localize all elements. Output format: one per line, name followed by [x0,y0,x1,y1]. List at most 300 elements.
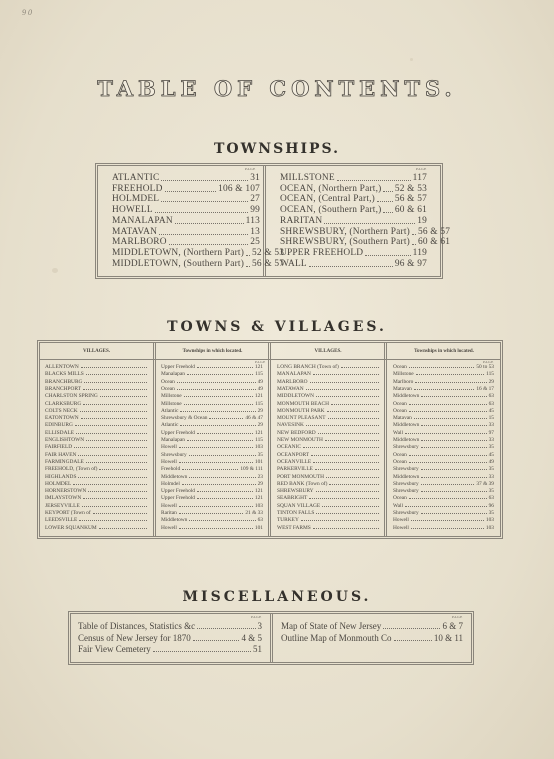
village-township-entry-page: 63 [488,393,494,400]
township-entry [112,205,260,216]
village-township-entry [161,481,263,488]
dot-leader [309,498,379,499]
village-township-entry-page: 35 [488,510,494,516]
village-entry-name: NEW BEDFORD [277,429,316,436]
dot-leader [155,212,248,213]
village-entry [45,422,149,429]
dot-leader [83,498,147,499]
village-township-entry-name: Shrewsbury [393,444,419,451]
village-entry [277,525,381,532]
village-entry-name: COLTS NECK [45,407,78,414]
village-entry [277,422,381,429]
village-township-entry-page: 101 [254,458,263,465]
dot-leader [197,491,253,492]
dot-leader [301,520,379,521]
township-entry-name: MIDDLETOWN, (Northern Part) [112,247,245,258]
townships-right-page-header: PAGE [416,167,427,171]
village-township-entry-name: Atlantic [161,407,179,414]
village-township-entry-page: 49 [257,385,263,392]
village-township-entry-page: 33 [488,422,494,429]
dot-leader [86,440,147,441]
township-entry-name: ATLANTIC [112,173,160,183]
dot-leader [184,396,253,397]
township-entry [112,258,285,270]
village-township-entry-name: Ocean [161,378,175,385]
dot-leader [189,455,256,456]
village-entry [277,459,381,466]
village-township-entry [393,517,494,524]
village-entry-name: MIDDLETOWN [277,393,315,400]
village-township-entry-page: 29 [257,422,263,429]
dot-leader [326,477,379,478]
township-entry [280,226,451,238]
village-township-entry [393,444,494,451]
township-entry-page: 117 [412,173,427,183]
dot-leader [179,447,253,448]
dot-leader [179,528,253,529]
col-header-townships-right: Townships in which located. [414,349,474,354]
misc-entry-name: Map of State of New Jersey [281,621,382,631]
dot-leader [383,628,440,629]
village-township-entry-page: 46 & 47 [245,415,263,422]
dot-leader [78,455,147,456]
dot-leader [187,374,253,375]
village-township-entry-page: 45 [488,407,494,414]
township-entry-page: 113 [245,215,260,226]
dot-leader [318,433,379,434]
village-entry [45,415,149,422]
dot-leader [310,382,379,383]
township-entry [112,216,260,227]
township-entry-page: 56 & 57 [394,194,427,205]
village-entry [277,517,381,524]
village-entry [45,495,149,502]
village-entry [277,481,381,488]
village-township-entry [161,393,263,400]
dot-leader [421,425,486,426]
township-entry-page: 56 & 57 [252,258,285,269]
village-township-entry-page: 23 [257,473,263,480]
village-entry [45,481,149,488]
village-entry [277,437,381,444]
township-entry-page: 19 [417,215,427,226]
village-township-entry-page: 50 to 53 [476,364,494,370]
village-entry [277,430,381,437]
village-entry-name: FARMINGDALE [45,458,84,465]
dot-leader [197,433,253,434]
village-township-entry-name: Howell [161,458,177,465]
township-entry [280,216,427,227]
village-township-entry-page: 33 [488,473,494,480]
village-township-entry-page: 103 [254,502,263,509]
village-township-entry-page: 121 [254,429,263,436]
village-entry-name: LONG BRANCH (Town of) [277,364,339,370]
dot-leader [209,418,243,419]
misc-entry-name: Fair View Cemetery [78,644,151,654]
village-township-entry [161,401,263,408]
village-entry [277,474,381,481]
township-entry-name: MARLBORO [112,237,167,248]
township-entry [112,227,260,238]
misc-left-page-header: PAGE [251,615,262,619]
village-entry [277,415,381,422]
village-entry-name: BRANCHPORT [45,385,81,392]
village-township-entry-name: Middletown [393,422,420,429]
dot-leader [383,191,392,192]
dot-leader [83,389,147,390]
dot-leader [306,425,379,426]
township-entry-name: FREEHOLD [112,183,163,194]
village-entry-name: CLARKSBURG [45,400,82,407]
village-entry [45,503,149,510]
village-entry [277,488,381,495]
village-township-entry [161,525,263,532]
towns-right-page-header: PAGE [483,360,494,364]
village-entry-name: NAVESINK [277,422,304,429]
village-township-entry [393,364,494,371]
misc-entry [78,633,262,644]
dot-leader [81,367,147,368]
village-township-entry-page: 37 & 39 [476,480,494,487]
village-township-entry [161,444,263,451]
dot-leader [184,404,253,405]
village-township-entry [161,474,263,481]
township-entry-name: HOWELL [112,205,153,216]
dot-leader [180,411,255,412]
village-township-entry-name: Howell [161,502,177,509]
village-township-entry-page: 103 [254,444,263,451]
village-township-entry-name: Ocean [393,364,407,370]
dot-leader [82,506,147,507]
village-entry-name: WEST FARMS [277,524,311,531]
township-entry-page: 99 [250,205,260,216]
dot-leader [86,462,147,463]
village-entry-name: MONMOUTH PARK [277,407,325,414]
dot-leader [405,506,487,507]
towns-divider-3 [384,343,387,536]
dot-leader [169,244,248,245]
dot-leader [303,447,379,448]
dot-leader [421,491,487,492]
township-entry [280,205,427,216]
village-entry-name: MOUNT PLEASANT [277,415,326,422]
village-township-entry-page: 15 [488,415,494,422]
dot-leader [153,651,251,652]
village-entry-name: HIGHLANDS [45,473,77,480]
village-entry [277,503,381,510]
village-township-entry [161,510,263,517]
dot-leader [421,484,475,485]
village-township-entry-name: Manalapan [161,371,185,378]
village-township-entry-name: Middletown [393,393,420,400]
village-township-entry-page: 103 [485,524,494,531]
dot-leader [193,640,240,641]
township-entry [280,237,451,248]
dot-leader [405,433,487,434]
village-entry-name: BLACKS MILLS [45,371,84,378]
dot-leader [409,367,475,368]
dot-leader [409,455,487,456]
dot-leader [409,462,487,463]
township-entry-name: SHREWSBURY, (Southern Part) [280,237,410,248]
village-entry-name: TURKEY [277,517,299,524]
dot-leader [394,640,432,641]
dot-leader [99,528,147,529]
dot-leader [182,484,256,485]
dot-leader [421,477,486,478]
village-entry [45,364,149,371]
dot-leader [313,374,379,375]
village-township-entry [161,371,263,378]
village-township-entry-name: Holmdel [161,480,180,487]
col-header-villages-left: VILLAGES. [82,349,111,354]
village-entry [277,379,381,386]
dot-leader [327,411,379,412]
village-township-entry [393,474,494,481]
dot-leader [421,440,486,441]
village-township-entry-name: Atlantic [161,422,179,429]
misc-entry-name: Outline Map of Monmouth Co [281,632,392,643]
township-entry-name: OCEAN, (Northern Part,) [280,183,382,194]
misc-entry [78,621,262,632]
village-entry [277,371,381,378]
dot-leader [411,520,484,521]
dot-leader [341,367,379,368]
village-entry [277,466,381,473]
township-entry-page: 52 & 53 [252,247,285,258]
dot-leader [365,255,410,256]
township-entry-name: SHREWSBURY, (Northern Part) [280,226,410,237]
misc-entry [78,644,262,655]
village-township-entry-name: Howell [393,524,409,531]
village-township-entry-page: 121 [254,364,263,370]
dot-leader [165,191,217,192]
village-entry-name: BRANCHBURG [45,378,83,385]
village-entry-name: LOWER SQUANKUM [45,524,97,531]
village-entry [277,408,381,415]
village-entry [45,379,149,386]
dot-leader [329,484,379,485]
village-entry [45,474,149,481]
village-entry-name: PARKERVILLE [277,466,313,473]
village-township-entry [393,408,494,415]
dot-leader [411,528,484,529]
village-entry-name: MATAWAN [277,385,304,392]
misc-right-page-header: PAGE [452,615,463,619]
dot-leader [421,396,486,397]
village-township-entry-page: 115 [255,400,263,407]
misc-entry [281,621,463,632]
dot-leader [421,447,487,448]
village-township-entry [393,430,494,437]
village-township-entry-name: Millstone [161,393,182,400]
dot-leader [412,244,416,245]
village-township-entry-name: Shrewsbury [161,451,187,458]
village-township-entry-page: 115 [486,371,494,378]
dot-leader [161,180,248,181]
village-township-entry [393,379,494,386]
township-entry [280,173,427,184]
dot-leader [316,491,379,492]
misc-entry-page: 4 & 5 [241,632,262,643]
village-entry [277,364,381,371]
pencil-note: 9 0 [22,8,32,17]
village-township-entry [393,495,494,502]
village-entry-name: OCEANVILLE [277,458,312,465]
village-township-entry [393,422,494,429]
village-entry [45,452,149,459]
village-township-entry-name: Ocean [393,407,407,414]
village-township-entry [393,481,494,488]
village-entry [45,525,149,532]
village-entry [45,430,149,437]
village-entry-name: MANALAPAN [277,371,311,378]
village-entry-name: ELLISDALE [45,429,75,436]
dot-leader [177,382,256,383]
dot-leader [197,498,253,499]
village-township-entry [161,379,263,386]
village-entry-name: FAIR HAVEN [45,451,77,458]
village-township-entry-name: Freehold [161,466,181,473]
dot-leader [81,418,147,419]
village-entry-name: PORT MONMOUTH [277,473,325,480]
township-entry-page: 25 [250,237,260,248]
village-township-entry [161,408,263,415]
misc-entry-page: 3 [257,621,262,631]
dot-leader [416,374,484,375]
village-township-entry-page: 101 [254,524,263,531]
dot-leader [328,418,379,419]
village-entry [277,401,381,408]
townships-title: TOWNSHIPS. [213,141,341,157]
village-township-entry-page: 29 [488,378,494,385]
dot-leader [100,396,147,397]
village-township-entry-name: Ocean [393,495,407,502]
township-entry-name: UPPER FREEHOLD [280,247,364,258]
village-entry-name: NEW MONMOUTH [277,437,323,443]
dot-leader [415,382,486,383]
village-entry-name: ALLENTOWN [45,364,79,370]
dot-leader [88,491,147,492]
dot-leader [79,520,147,521]
township-entry-name: MIDDLETOWN, (Southern Part) [112,258,245,269]
township-entry [280,248,427,259]
township-entry [112,194,260,205]
dot-leader [313,462,379,463]
township-entry-name: MATAVAN [112,226,158,237]
village-township-entry-page: 21 & 33 [245,510,263,516]
village-township-entry-name: Middletown [161,473,188,480]
village-township-entry [161,415,263,422]
dot-leader [421,469,487,470]
village-township-entry-page: 35 [488,488,494,495]
dot-leader [322,506,379,507]
township-entry-page: 96 & 97 [394,258,427,269]
dot-leader [316,513,379,514]
village-township-entry [393,437,494,444]
village-township-entry-name: Howell [393,517,409,524]
dot-leader [324,223,415,224]
dot-leader [159,234,248,235]
dot-leader [180,425,255,426]
village-entry [277,495,381,502]
village-township-entry-page: 63 [257,517,263,524]
dot-leader [76,433,147,434]
village-township-entry [393,466,494,473]
village-township-entry-page: 63 [488,400,494,407]
village-entry-name: CHARLSTON SPRING [45,393,98,400]
dot-leader [409,404,487,405]
village-entry-name: MONMOUTH BEACH [277,400,329,407]
village-township-entry-page: 35 [257,451,263,458]
village-entry-name: EDINBURG [45,422,73,429]
village-township-entry-name: Upper Freehold [161,495,195,502]
village-township-entry-page: 63 [488,495,494,502]
township-entry [112,237,260,248]
village-township-entry-page: 33 [488,437,494,443]
village-township-entry [393,371,494,378]
dot-leader [414,389,474,390]
dot-leader [80,411,147,412]
village-entry-name: ENGLISHTOWN [45,437,85,443]
dot-leader [421,513,487,514]
village-township-entry-name: Shrewsbury [393,480,419,487]
village-township-entry-name: Middletown [393,437,420,443]
village-township-entry-name: Middletown [393,473,420,480]
village-township-entry-name: Millstone [161,400,182,407]
dot-leader [246,255,250,256]
dot-leader [409,498,487,499]
village-township-entry-name: Matavan [393,385,412,392]
dot-leader [311,455,379,456]
township-entry-name: OCEAN, (Southern Part,) [280,205,382,216]
dot-leader [315,469,379,470]
village-township-entry-name: Upper Freehold [161,429,195,436]
village-entry [45,488,149,495]
village-entry-name: KEYPORT (Town of [45,510,91,516]
towns-villages-title: TOWNS & VILLAGES. [167,319,387,335]
dot-leader [197,628,255,629]
dot-leader [197,367,253,368]
dot-leader [75,425,147,426]
village-township-entry-name: Manalapan [161,437,185,443]
village-township-entry [161,466,263,473]
village-township-entry-page: 121 [254,488,263,495]
village-entry-name: LEEDSVILLE [45,517,78,524]
village-township-entry-name: Shrewsbury [393,488,419,495]
township-entry-name: MANALAPAN [112,215,173,226]
dot-leader [74,447,147,448]
village-township-entry-page: 49 [488,458,494,465]
township-entry-page: 27 [250,194,260,205]
village-township-entry-page: 121 [254,495,263,502]
village-township-entry-name: Howell [161,444,177,451]
dot-leader [325,440,379,441]
miscellaneous-title: MISCELLANEOUS. [182,589,372,605]
village-township-entry [393,488,494,495]
dot-leader [409,411,487,412]
village-township-entry [393,510,494,517]
village-entry-name: FAIRFIELD [45,444,73,451]
misc-entry [281,633,463,644]
dot-leader [78,477,147,478]
village-entry-name: SQUAN VILLAGE [277,502,321,509]
township-entry [280,194,427,205]
village-entry [45,459,149,466]
township-entry-page: 60 & 61 [417,237,451,248]
village-entry-name: OCEANPORT [277,451,310,458]
village-township-entry-page: 16 & 17 [476,385,494,392]
